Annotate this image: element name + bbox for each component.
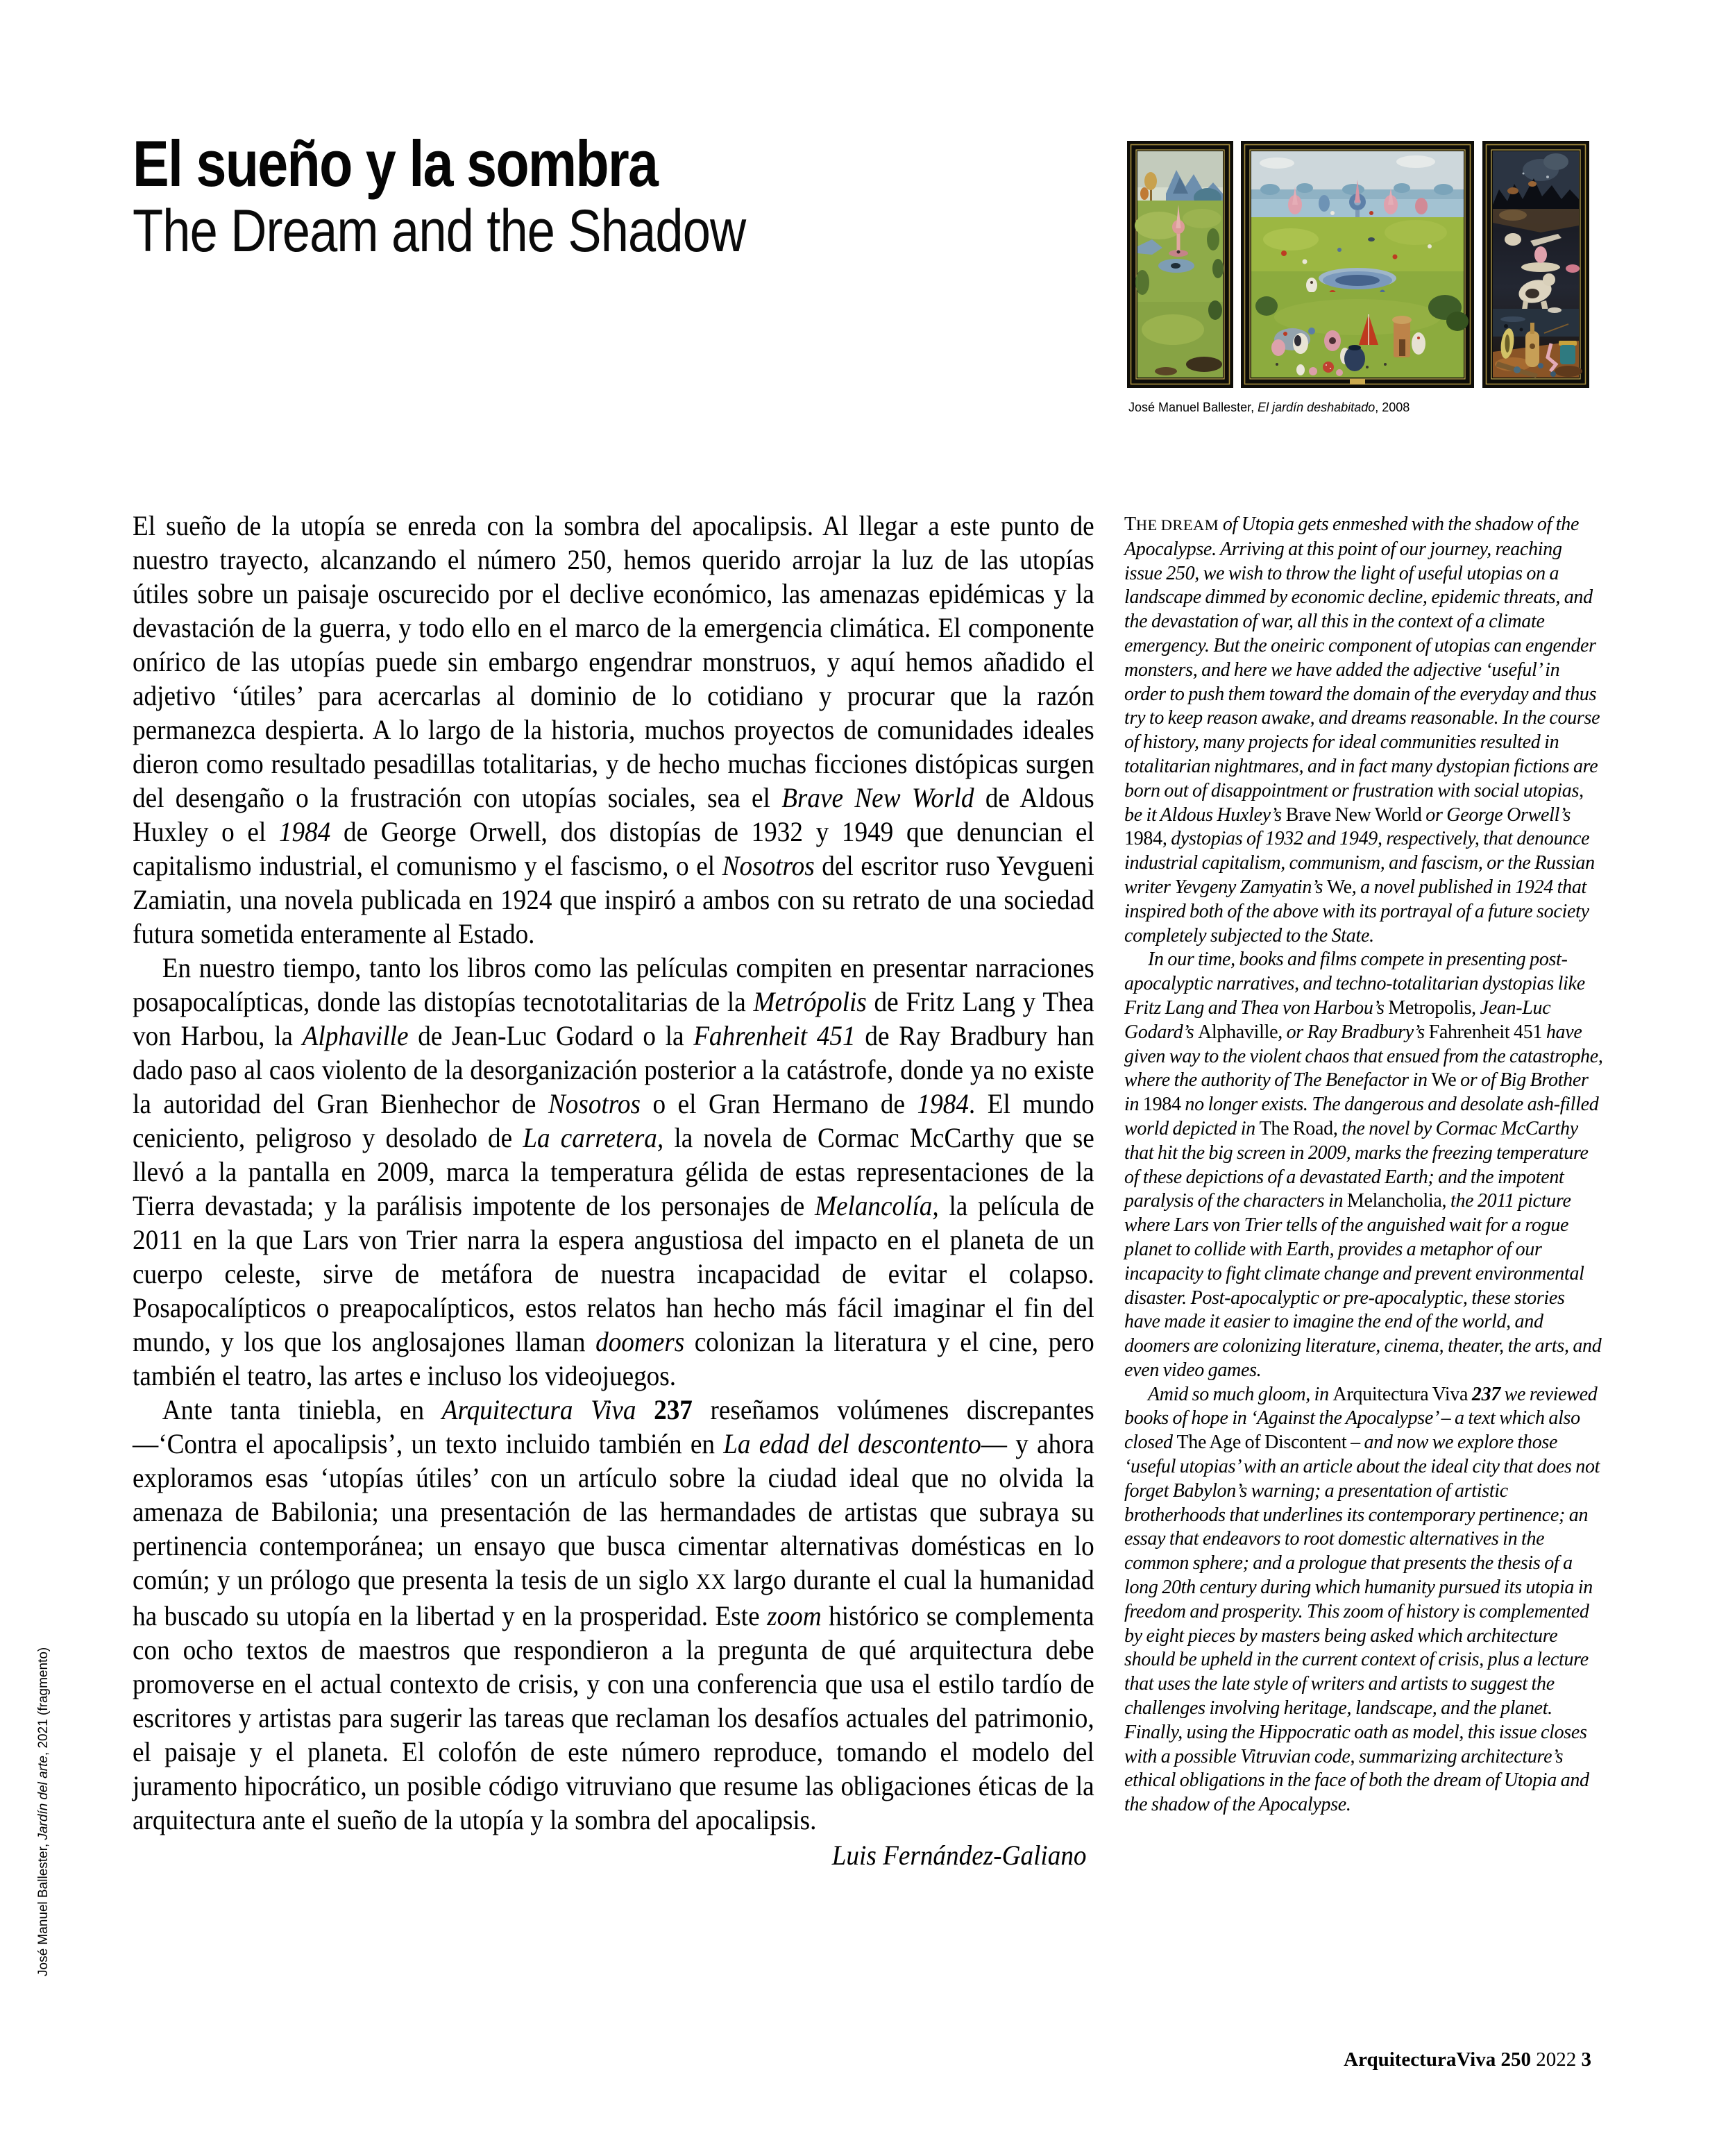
page-subtitle: The Dream and the Shadow	[133, 198, 746, 264]
spanish-paragraph: El sueño de la utopía se enreda con la sombra del apocalipsis. Al llegar a este punto de nuestro trayecto, alcanzando el número 250, hemos querido arrojar la luz de las utopías útiles sobre un paisaje oscurecido por el declive económico, las amenazas epidémicas y la devastación de la guerra, y todo ello en el marco de la emergencia climática. El componente onírico de las utopías puede sin embargo engendrar monstruos, y aquí hemos añadido el adjetivo ‘útiles’ para acercarlas al dominio de lo cotidiano y procurar que la razón permanezca despierta. A lo largo de la historia, muchos proyectos de comunidades ideales dieron como resultado pesadillas totalitarias, y de hecho muchas ficciones distópicas surgen del desengaño o la frustración con utopías sociales, sea el Brave New World de Aldous Huxley o el 1984 de George Orwell, dos distopías de 1932 y 1949 que denuncian el capitalismo industrial, el comunismo y el fascismo, o el Nosotros del escritor ruso Yevgueni Zamiatin, una novela publicada en 1924 que inspiró a ambos con su retrato de una sociedad futura sometida enteramente al Estado.	[133, 510, 1094, 949]
triptych-right-panel	[1482, 141, 1589, 388]
english-column	[1124, 513, 1603, 1817]
spanish-column	[133, 509, 1094, 1872]
triptych-center-panel	[1241, 141, 1474, 388]
page-footer: ArquitecturaViva 250 2022 3	[1344, 2048, 1591, 2071]
spanish-paragraph: En nuestro tiempo, tanto los libros como las películas compiten en presentar narraciones posapocalípticas, donde las distopías tecnototalitarias de la Metrópolis de Fritz Lang y Thea von Harbou, la Alphaville de Jean-Luc Godard o la Fahrenheit 451 de Ray Bradbury han dado paso al caos violento de la desorganización posterior a la catástrofe, donde ya no existe la autoridad del Gran Bienhechor de Nosotros o el Gran Hermano de 1984. El mundo ceniciento, peligroso y desolado de La carretera, la novela de Cormac McCarthy que se llevó a la pantalla en 2009, marca la temperatura gélida de estas representaciones de la Tierra devastada; y la parálisis impotente de los personajes de Melancolía, la película de 2011 en la que Lars von Trier narra la espera angustiosa del impacto en el planeta de un cuerpo celeste, sirve de metáfora de nuestra incapacidad de evitar el colapso. Posapocalípticos o preapocalípticos, estos relatos han hecho más fácil imaginar el fin del mundo, y los que los anglosajones llaman doomers colonizan la literatura y el cine, pero también el teatro, las artes e incluso los videojuegos.	[133, 952, 1094, 1391]
english-paragraph: THE DREAM of Utopia gets enmeshed with the shadow of the Apocalypse. Arriving at this point of our journey, reaching issue 250, we wish to throw the light of useful utopias on a landscape dimmed by economic decline, epidemic threats, and the devastation of war, all this in the context of a climate emergency. But the oneiric component of utopias can engender monsters, and here we have added the adjective ‘useful’ in order to push them toward the domain of the everyday and thus try to keep reason awake, and dreams reasonable. In the course of history, many projects for ideal communities resulted in totalitarian nightmares, and in fact many dystopian fictions are born out of disappointment or frustration with social utopias, be it Aldous Huxley’s Brave New World or George Orwell’s 1984, dystopias of 1932 and 1949, respectively, that denounce industrial capitalism, communism, and fascism, or the Russian writer Yevgeny Zamyatin’s We, a novel published in 1924 that inspired both of the above with its portrayal of a future society completely subjected to the State.	[1124, 513, 1600, 947]
english-paragraph: Amid so much gloom, in Arquitectura Viva 237 we reviewed books of hope in ‘Against the Apocalypse’ – a text which also closed The Age of Discontent – and now we explore those ‘useful utopias’ with an article about the ideal city that does not forget Babylon’s warning; a presentation of artistic brotherhoods that underlines its contemporary pertinence; an essay that endeavors to root domestic alternatives in the common sphere; and a prologue that presents the thesis of a long 20th century during which humanity pursued its utopia in freedom and prosperity. This zoom of history is complemented by eight pieces by masters being asked which architecture should be upheld in the current context of crisis, plus a lecture that uses the late style of writers and artists to suggest the challenges involving heritage, landscape, and the planet. Finally, using the Hippocratic oath as model, this issue closes with a possible Vitruvian code, summarizing architecture’s ethical obligations in the face of both the dream of Utopia and the shadow of the Apocalypse.	[1124, 1383, 1600, 1816]
spanish-paragraph: Ante tanta tiniebla, en Arquitectura Viva 237 reseñamos volúmenes discrepantes —‘Contra el apocalipsis’, un texto incluido también en La edad del descontento— y ahora exploramos esas ‘utopías útiles’ con un artículo sobre la ciudad ideal que no olvida la amenaza de Babilonia; una presentación de las hermandades de artistas que subraya su pertinencia contemporánea; un ensayo que busca cimentar alternativas domésticas en lo común; y un prólogo que presenta la tesis de un siglo XX largo durante el cual la humanidad ha buscado su utopía en la libertad y en la prosperidad. Este zoom histórico se complementa con ocho textos de maestros que respondieron a la pregunta de qué arquitectura debe promoverse en el actual contexto de crisis, y con una conferencia que usa el estilo tardío de escritores y artistas para sugerir las tareas que reclaman los desafíos actuales del patrimonio, el paisaje y el planeta. El colofón de este número reproduce, tomando el modelo del juramento hipocrático, un posible código vitruviano que resume las obligaciones éticas de la arquitectura ante el sueño de la utopía y la sombra del apocalipsis.	[133, 1394, 1094, 1835]
triptych-artwork	[1124, 135, 1592, 393]
author-signature: Luis Fernández-Galiano	[831, 1840, 1087, 1871]
artwork-caption: José Manuel Ballester, El jardín deshabitado, 2008	[1128, 400, 1410, 414]
triptych-illustration	[1124, 135, 1592, 393]
english-paragraph: In our time, books and films compete in presenting post-apocalyptic narratives, and techno-totalitarian dystopias like Fritz Lang and Thea von Harbou’s Metropolis, Jean-Luc Godard’s Alphaville, or Ray Bradbury’s Fahrenheit 451 have given way to the violent chaos that ensued from the catastrophe, where the authority of The Benefactor in We or of Big Brother in 1984 no longer exists. The dangerous and desolate ash-filled world depicted in The Road, the novel by Cormac McCarthy that hit the big screen in 2009, marks the freezing temperature of these depictions of a devastated Earth; and the impotent paralysis of the characters in Melancholia, the 2011 picture where Lars von Trier tells of the anguished wait for a rogue planet to collide with Earth, provides a metaphor of our incapacity to fight climate change and prevent environmental disaster. Post-apocalyptic or pre-apocalyptic, these stories have made it easier to imagine the end of the world, and doomers are colonizing literature, cinema, theater, the arts, and even video games.	[1124, 949, 1603, 1381]
page-title: El sueño y la sombra	[133, 127, 658, 200]
margin-photo-credit: José Manuel Ballester, Jardín del arte, 2021 (fragmento)	[36, 1647, 51, 1976]
triptych-left-panel	[1127, 141, 1233, 388]
